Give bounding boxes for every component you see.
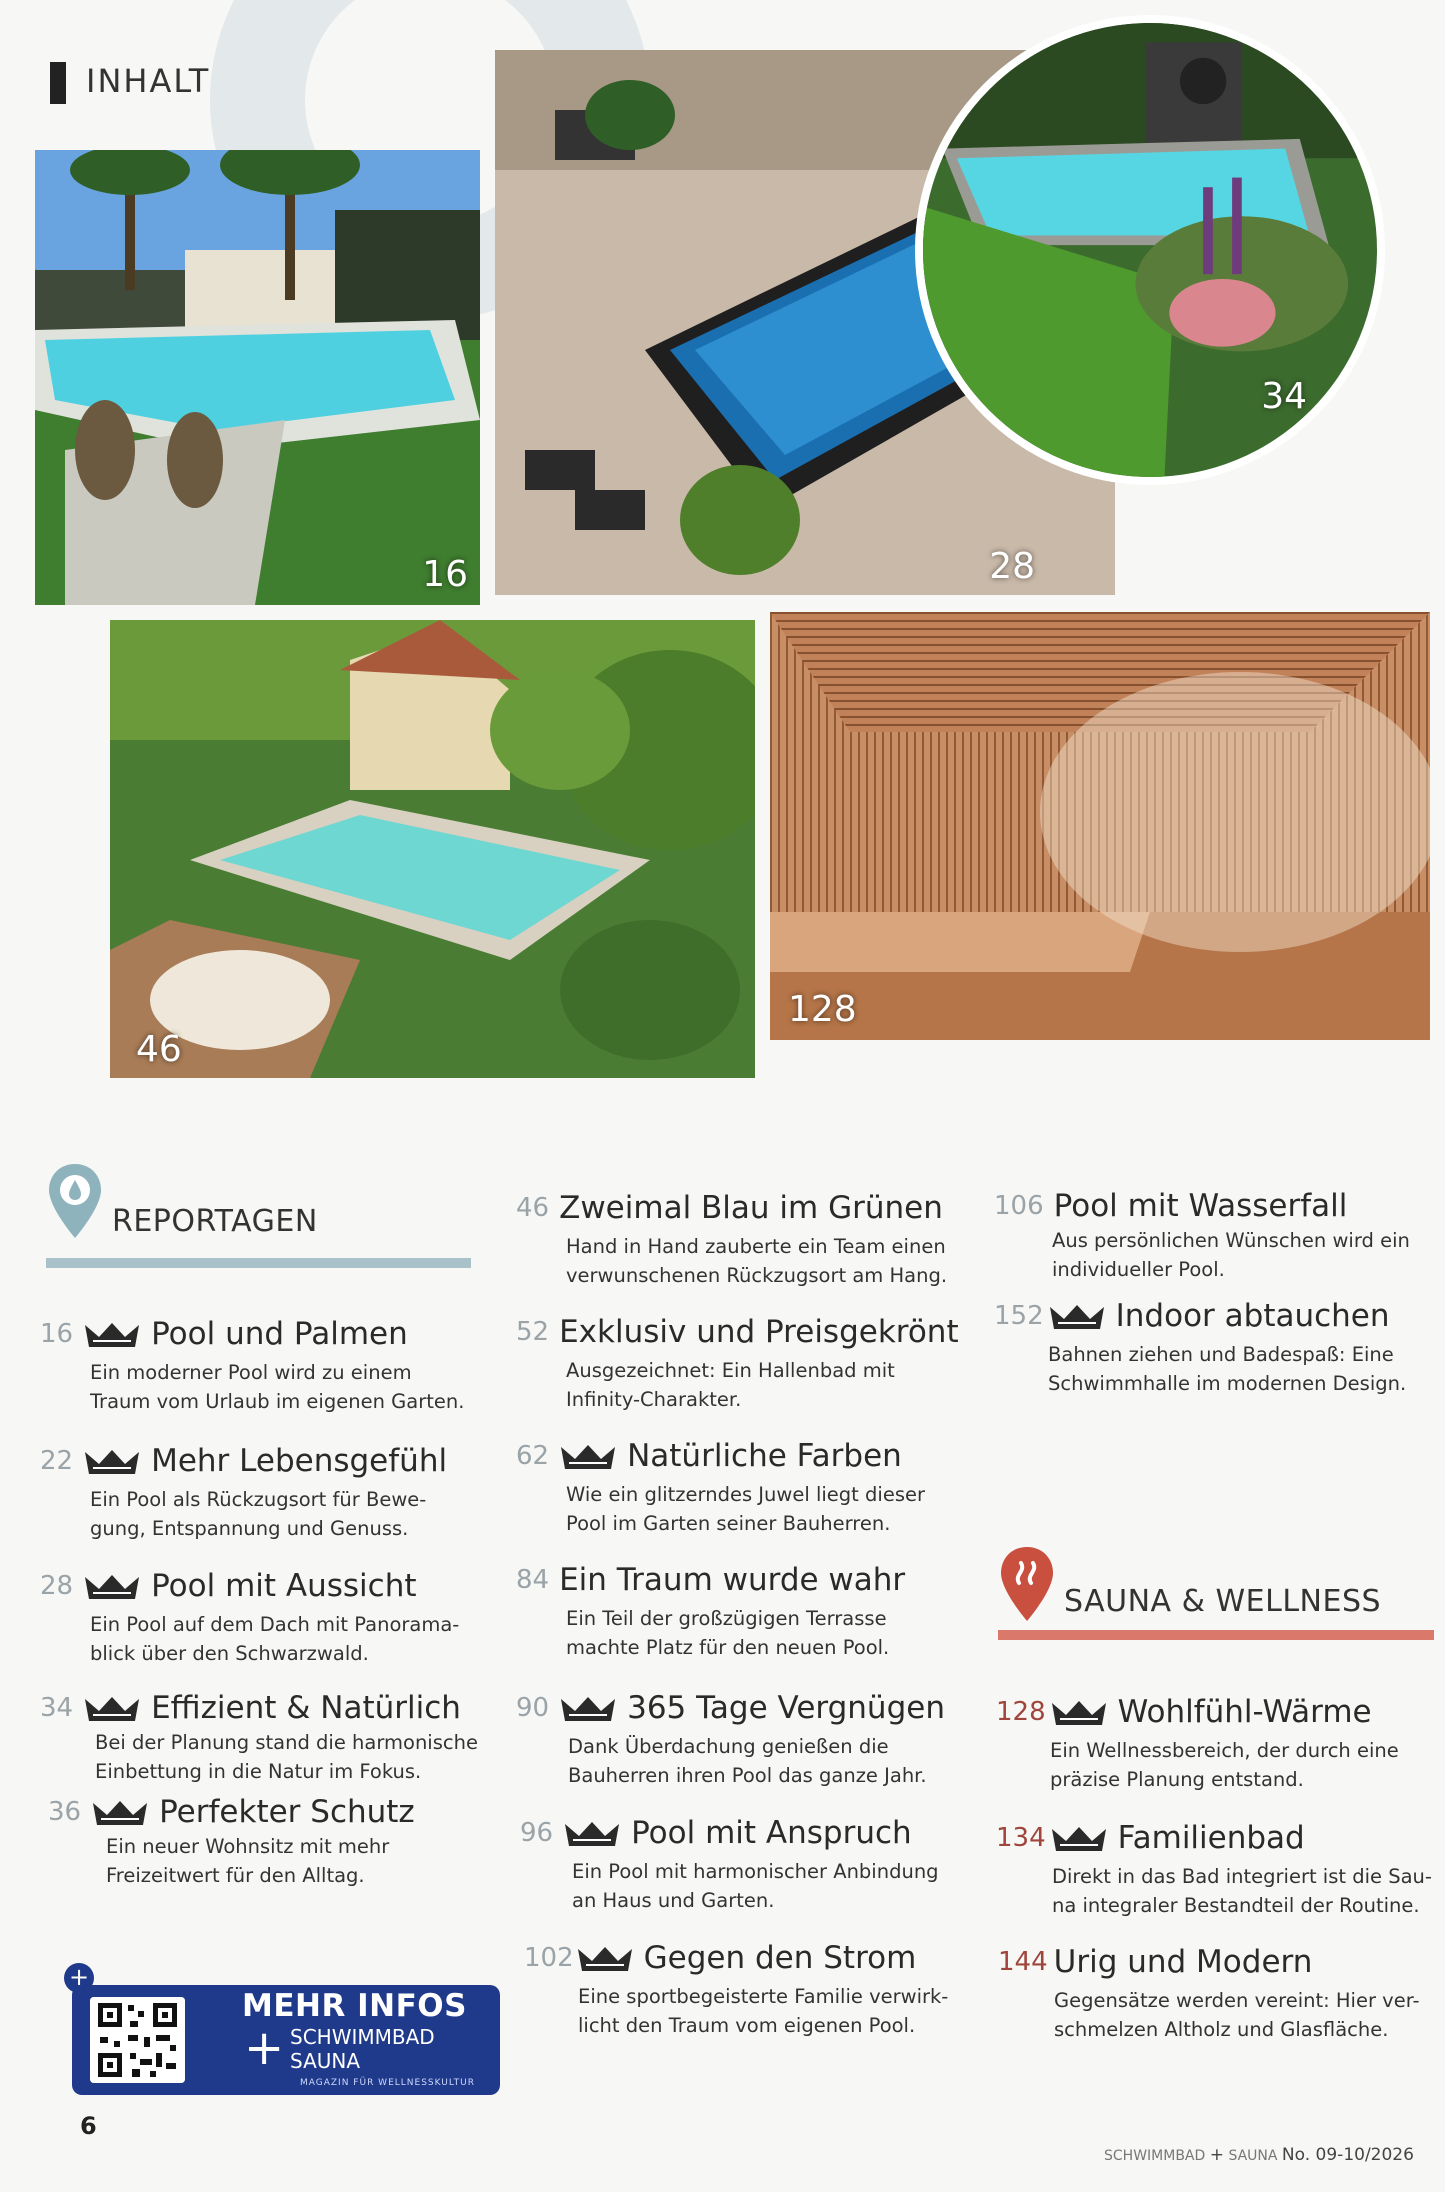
photo-sauna bbox=[770, 612, 1430, 1040]
toc-page-number: 128 bbox=[996, 1697, 1046, 1727]
toc-description: Bauherren ihren Pool das ganze Jahr. bbox=[568, 1764, 927, 1787]
toc-entry[interactable] bbox=[994, 1298, 1434, 1398]
toc-description: Ein Pool mit harmonischer Anbindung bbox=[572, 1860, 939, 1883]
toc-description: Ein Pool als Rückzugsort für Bewe- bbox=[90, 1488, 427, 1511]
crown-icon bbox=[83, 1571, 141, 1601]
toc-page-number: 106 bbox=[994, 1191, 1044, 1221]
toc-description: Ausgezeichnet: Ein Hallenbad mit bbox=[566, 1359, 895, 1382]
toc-description: gung, Entspannung und Genuss. bbox=[90, 1517, 409, 1540]
brand-line-1: SCHWIMMBAD bbox=[290, 2025, 435, 2049]
toc-description: Schwimmhalle im modernen Design. bbox=[1048, 1372, 1407, 1395]
sauna-pin-icon bbox=[998, 1545, 1056, 1623]
toc-description: Ein Wellnessbereich, der durch eine bbox=[1050, 1739, 1399, 1762]
toc-description: an Haus und Garten. bbox=[572, 1889, 775, 1912]
toc-entry[interactable] bbox=[516, 1190, 986, 1290]
toc-description: Freizeitwert für den Alltag. bbox=[106, 1864, 365, 1887]
brand-tagline: MAGAZIN FÜR WELLNESSKULTUR bbox=[300, 2078, 476, 2088]
toc-title: Gegen den Strom bbox=[643, 1940, 917, 1976]
toc-description: licht den Traum vom eigenen Pool. bbox=[578, 2014, 916, 2037]
toc-page-number: 84 bbox=[516, 1565, 550, 1595]
photo-page-number: 34 bbox=[1261, 376, 1307, 417]
toc-description: na integraler Bestandteil der Routine. bbox=[1052, 1894, 1420, 1917]
toc-page-number: 36 bbox=[48, 1797, 82, 1827]
toc-entry[interactable] bbox=[40, 1316, 480, 1416]
toc-description: Traum vom Urlaub im eigenen Garten. bbox=[90, 1390, 465, 1413]
toc-description: Hand in Hand zauberte ein Team einen bbox=[566, 1235, 946, 1258]
toc-description: schmelzen Altholz und Glasfläche. bbox=[1054, 2018, 1389, 2041]
crown-icon bbox=[83, 1319, 141, 1349]
toc-entry[interactable] bbox=[994, 1188, 1434, 1284]
toc-description: Gegensätze werden vereint: Hier ver- bbox=[1054, 1989, 1420, 2012]
toc-entry[interactable] bbox=[516, 1438, 986, 1538]
footer-brand-2: SAUNA bbox=[1228, 2148, 1278, 2164]
plus-sign: + bbox=[244, 2020, 285, 2076]
toc-title: Perfekter Schutz bbox=[159, 1794, 415, 1830]
toc-page-number: 62 bbox=[516, 1441, 550, 1471]
crown-icon bbox=[83, 1693, 141, 1723]
toc-entry[interactable] bbox=[40, 1443, 480, 1543]
crown-icon bbox=[559, 1693, 617, 1723]
toc-entry[interactable] bbox=[40, 1690, 480, 1786]
toc-description: individueller Pool. bbox=[1052, 1258, 1225, 1281]
toc-page-number: 90 bbox=[516, 1693, 550, 1723]
mehr-infos-title: MEHR INFOS bbox=[242, 1988, 467, 2024]
crown-icon bbox=[563, 1818, 621, 1848]
toc-entry[interactable] bbox=[996, 1694, 1436, 1794]
toc-title: Ein Traum wurde wahr bbox=[559, 1562, 906, 1598]
toc-description: Aus persönlichen Wünschen wird ein bbox=[1052, 1229, 1410, 1252]
toc-title: Wohlfühl-Wärme bbox=[1117, 1694, 1372, 1730]
footer-brand bbox=[1104, 2145, 1414, 2165]
toc-description: Ein moderner Pool wird zu einem bbox=[90, 1361, 412, 1384]
crown-icon bbox=[576, 1943, 634, 1973]
toc-description: Bahnen ziehen und Badespaß: Eine bbox=[1048, 1343, 1394, 1366]
toc-title: Pool mit Aussicht bbox=[151, 1568, 417, 1604]
toc-entry[interactable] bbox=[524, 1940, 994, 2040]
toc-description: Eine sportbegeisterte Familie verwirk- bbox=[578, 1985, 949, 2008]
crown-icon bbox=[559, 1441, 617, 1471]
toc-description: Bei der Planung stand die harmonische bbox=[95, 1731, 478, 1754]
crown-icon bbox=[1050, 1823, 1108, 1853]
photo-page-number: 28 bbox=[989, 546, 1035, 587]
toc-page-number: 144 bbox=[998, 1947, 1048, 1977]
footer-plus: + bbox=[1209, 2145, 1224, 2165]
toc-entry[interactable] bbox=[996, 1820, 1436, 1920]
toc-description: Dank Überdachung genießen die bbox=[568, 1735, 889, 1758]
toc-description: Direkt in das Bad integriert ist die Sau- bbox=[1052, 1865, 1432, 1888]
toc-description: Pool im Garten seiner Bauherren. bbox=[566, 1512, 891, 1535]
photo-garden-pool-house bbox=[110, 620, 755, 1078]
toc-entry[interactable] bbox=[516, 1690, 986, 1790]
page-title: INHALT bbox=[86, 62, 211, 100]
toc-page-number: 134 bbox=[996, 1823, 1046, 1853]
footer-brand-1: SCHWIMMBAD bbox=[1104, 2148, 1206, 2164]
section-rule bbox=[998, 1630, 1434, 1640]
toc-title: Zweimal Blau im Grünen bbox=[559, 1190, 943, 1226]
toc-description: Ein Pool auf dem Dach mit Panorama- bbox=[90, 1613, 460, 1636]
toc-page-number: 46 bbox=[516, 1193, 550, 1223]
toc-page-number: 16 bbox=[40, 1319, 74, 1349]
toc-title: Pool und Palmen bbox=[151, 1316, 408, 1352]
toc-description: Ein Teil der großzügigen Terrasse bbox=[566, 1607, 887, 1630]
section-title-sauna: SAUNA & WELLNESS bbox=[1064, 1584, 1382, 1619]
issue-number: No. 09-10/2026 bbox=[1281, 2145, 1414, 2165]
toc-title: Familienbad bbox=[1117, 1820, 1305, 1856]
toc-description: Wie ein glitzerndes Juwel liegt dieser bbox=[566, 1483, 925, 1506]
toc-description: präzise Planung entstand. bbox=[1050, 1768, 1304, 1791]
toc-entry[interactable] bbox=[48, 1794, 488, 1890]
toc-description: blick über den Schwarzwald. bbox=[90, 1642, 369, 1665]
toc-page-number: 102 bbox=[524, 1943, 574, 1973]
toc-entry[interactable] bbox=[520, 1815, 990, 1915]
section-rule bbox=[46, 1258, 471, 1268]
crown-icon bbox=[91, 1797, 149, 1827]
toc-description: Einbettung in die Natur im Fokus. bbox=[95, 1760, 422, 1783]
toc-description: verwunschenen Rückzugsort am Hang. bbox=[566, 1264, 948, 1287]
toc-page-number: 152 bbox=[994, 1301, 1044, 1331]
crown-icon bbox=[83, 1446, 141, 1476]
toc-page-number: 34 bbox=[40, 1693, 74, 1723]
toc-title: 365 Tage Vergnügen bbox=[627, 1690, 945, 1726]
toc-page-number: 52 bbox=[516, 1317, 550, 1347]
location-pin-icon bbox=[46, 1162, 104, 1240]
page-number: 6 bbox=[80, 2112, 97, 2140]
toc-entry[interactable] bbox=[516, 1562, 986, 1662]
toc-title: Effizient & Natürlich bbox=[151, 1690, 461, 1726]
toc-title: Urig und Modern bbox=[1053, 1944, 1313, 1980]
toc-description: Ein neuer Wohnsitz mit mehr bbox=[106, 1835, 390, 1858]
toc-title: Natürliche Farben bbox=[627, 1438, 902, 1474]
toc-description: machte Platz für den neuen Pool. bbox=[566, 1636, 890, 1659]
toc-entry[interactable] bbox=[40, 1568, 480, 1668]
header-bar bbox=[50, 62, 66, 104]
qr-code-icon[interactable] bbox=[90, 1997, 185, 2083]
toc-entry[interactable] bbox=[516, 1314, 986, 1414]
photo-page-number: 46 bbox=[136, 1029, 182, 1070]
toc-title: Mehr Lebensgefühl bbox=[151, 1443, 448, 1479]
plus-badge: + bbox=[64, 1963, 94, 1993]
photo-page-number: 128 bbox=[788, 989, 857, 1030]
toc-page-number: 22 bbox=[40, 1446, 74, 1476]
toc-entry[interactable] bbox=[998, 1944, 1438, 2044]
toc-description: Infinity-Charakter. bbox=[566, 1388, 742, 1411]
toc-page-number: 96 bbox=[520, 1818, 554, 1848]
crown-icon bbox=[1050, 1697, 1108, 1727]
crown-icon bbox=[1048, 1301, 1106, 1331]
section-title-reportagen: REPORTAGEN bbox=[112, 1204, 318, 1239]
toc-title: Pool mit Wasserfall bbox=[1053, 1188, 1348, 1224]
toc-title: Indoor abtauchen bbox=[1115, 1298, 1390, 1334]
photo-garden-pool-circle bbox=[915, 15, 1385, 485]
photo-page-number: 16 bbox=[422, 554, 468, 595]
toc-title: Pool mit Anspruch bbox=[631, 1815, 912, 1851]
photo-pool-palms bbox=[35, 150, 480, 605]
toc-title: Exklusiv und Preisgekrönt bbox=[559, 1314, 959, 1350]
toc-page-number: 28 bbox=[40, 1571, 74, 1601]
brand-line-2: SAUNA bbox=[290, 2049, 361, 2073]
